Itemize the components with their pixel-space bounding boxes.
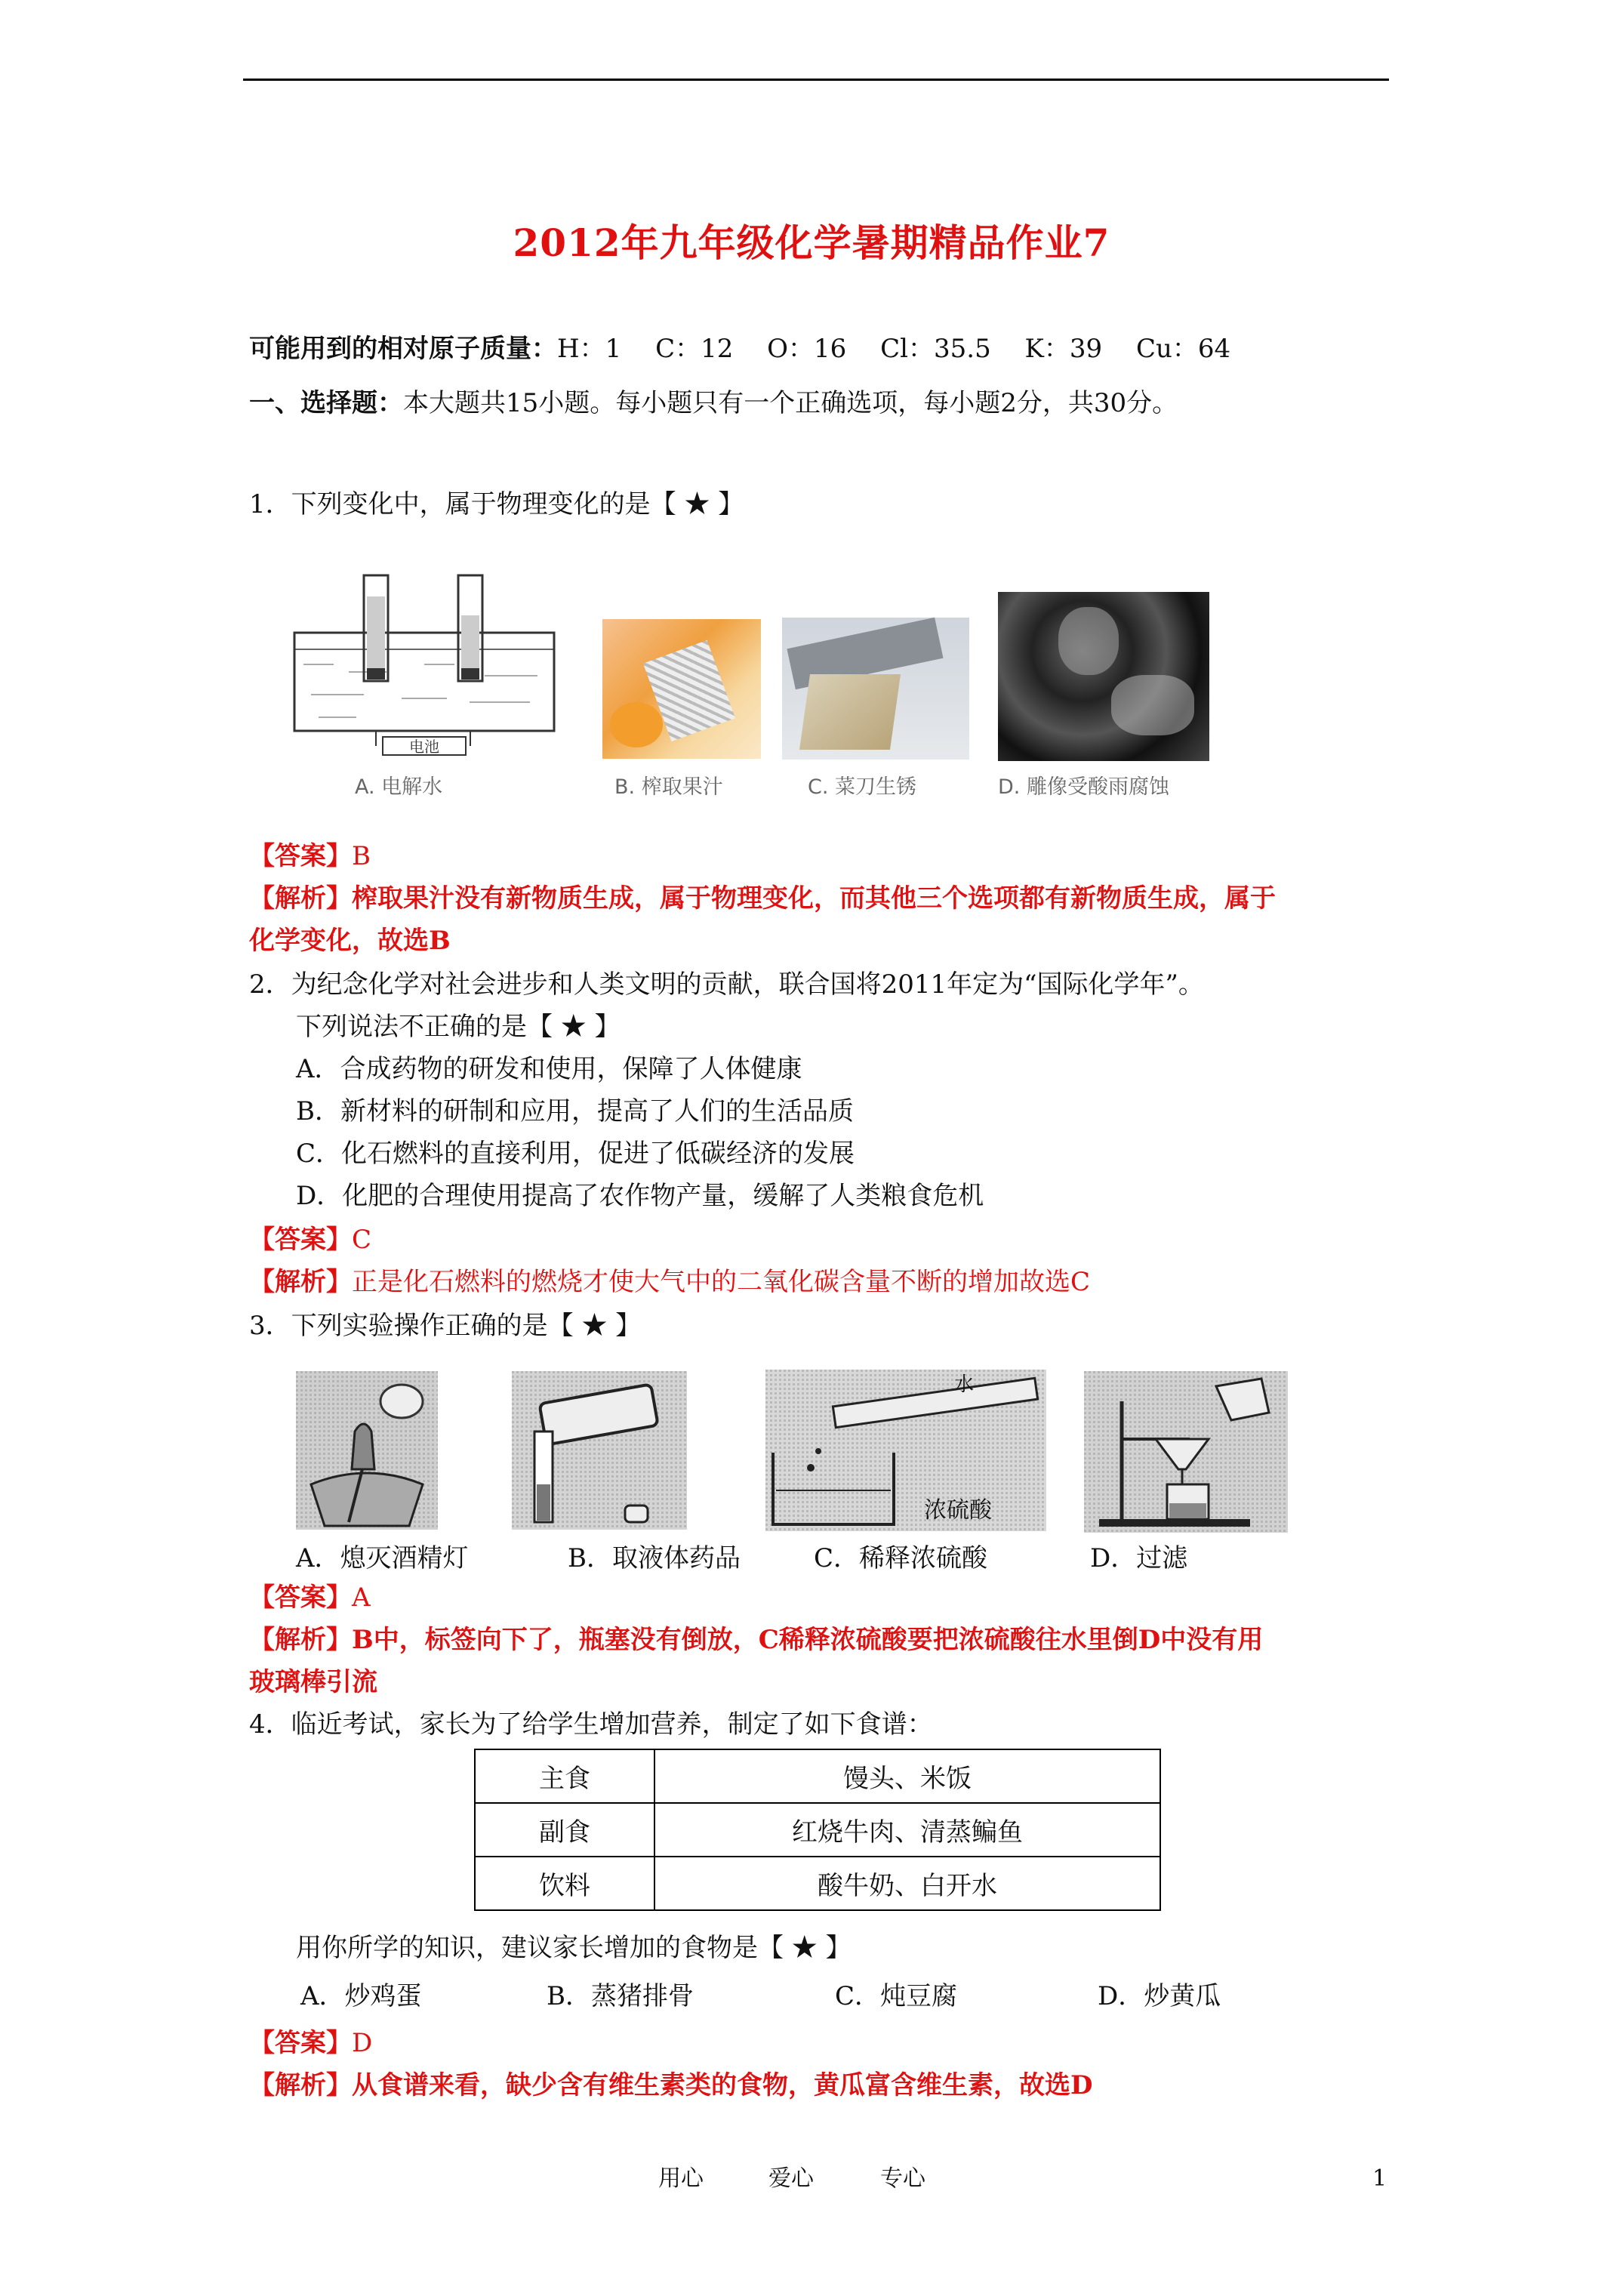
answer-value: B — [352, 841, 371, 871]
answer-label: 【答案】 — [249, 841, 352, 871]
q4-analysis — [249, 2069, 1092, 2102]
q3-figure-lamp — [296, 1371, 438, 1530]
header-rule — [243, 79, 1389, 81]
q1-analysis — [249, 882, 1276, 915]
footer-right: 专心 — [880, 2165, 925, 2192]
answer-label: 【答案】 — [249, 1583, 352, 1613]
q2-option-b: B．新材料的研制和应用，提高了人们的生活品质 — [296, 1096, 854, 1126]
q3-caption-b: B．取液体药品 — [568, 1543, 741, 1573]
atomic-mass-values: H：1 C：12 O：16 Cl：35.5 K：39 Cu：64 — [557, 334, 1231, 364]
q1-figure-statue — [998, 592, 1209, 761]
table-cell-category: 饮料 — [475, 1857, 654, 1910]
q1-caption-b: B. 榨取果汁 — [614, 775, 723, 799]
q3-figure-filter — [1084, 1371, 1288, 1533]
q3-caption-c: C．稀释浓硫酸 — [814, 1543, 988, 1573]
q4-option-d: D．炒黄瓜 — [1098, 1981, 1221, 2011]
q4-option-c: C．炖豆腐 — [835, 1981, 958, 2011]
table-cell-items: 馒头、米饭 — [654, 1749, 1160, 1803]
q2-analysis — [249, 1265, 1090, 1299]
q1-answer — [249, 840, 371, 873]
q1-figure-knife — [782, 618, 969, 760]
q2-option-d: D．化肥的合理使用提高了农作物产量，缓解了人类粮食危机 — [296, 1181, 984, 1211]
q3-stem: 3．下列实验操作正确的是【 ★ 】 — [249, 1311, 642, 1341]
q1-caption-c: C. 菜刀生锈 — [808, 775, 917, 799]
answer-value: D — [352, 2028, 373, 2058]
q3-analysis-cont: 玻璃棒引流 — [249, 1667, 377, 1697]
table-cell-items: 酸牛奶、白开水 — [654, 1857, 1160, 1910]
analysis-text: B中，标签向下了，瓶塞没有倒放，C稀释浓硫酸要把浓硫酸往水里倒D中没有用 — [352, 1625, 1264, 1655]
q3-caption-d: D．过滤 — [1090, 1543, 1188, 1573]
q2-stem: 2．为纪念化学对社会进步和人类文明的贡献，联合国将2011年定为“国际化学年”。 — [249, 969, 1204, 1000]
analysis-label: 【解析】 — [249, 2070, 352, 2100]
section-text: 本大题共15小题。每小题只有一个正确选项，每小题2分，共30分。 — [403, 388, 1178, 418]
analysis-text: 榨取果汁没有新物质生成，属于物理变化，而其他三个选项都有新物质生成，属于 — [352, 883, 1276, 914]
page-title: 2012年九年级化学暑期精品作业7 — [513, 220, 1110, 265]
q2-stem-cont: 下列说法不正确的是【 ★ 】 — [296, 1012, 621, 1042]
acid-label: 浓硫酸 — [924, 1497, 992, 1524]
table-row — [475, 1749, 1160, 1803]
footer-left: 用心 — [658, 2165, 704, 2192]
table-row — [475, 1857, 1160, 1910]
q3-analysis — [249, 1623, 1263, 1657]
answer-label: 【答案】 — [249, 1225, 352, 1255]
page-number: 1 — [1372, 2165, 1387, 2192]
footer-middle: 爱心 — [768, 2165, 814, 2192]
atomic-mass-label: 可能用到的相对原子质量： — [249, 334, 557, 364]
answer-value: A — [352, 1583, 371, 1613]
battery-label: 电池 — [409, 738, 439, 756]
analysis-text: 从食谱来看，缺少含有维生素类的食物，黄瓜富含维生素，故选D — [352, 2070, 1093, 2100]
table-cell-category: 主食 — [475, 1749, 654, 1803]
q2-option-c: C．化石燃料的直接利用，促进了低碳经济的发展 — [296, 1139, 855, 1169]
q4-stem: 4．临近考试，家长为了给学生增加营养，制定了如下食谱： — [249, 1709, 933, 1740]
q1-analysis-cont: 化学变化，故选B — [249, 926, 451, 956]
table-row — [475, 1803, 1160, 1857]
q3-caption-a: A．熄灭酒精灯 — [296, 1543, 469, 1573]
q2-answer — [249, 1223, 371, 1256]
q1-caption-a: A. 电解水 — [355, 775, 443, 799]
analysis-label: 【解析】 — [249, 883, 352, 914]
answer-label: 【答案】 — [249, 2028, 352, 2058]
q2-option-a: A．合成药物的研发和使用，保障了人体健康 — [296, 1054, 802, 1084]
table-cell-items: 红烧牛肉、清蒸鳊鱼 — [654, 1803, 1160, 1857]
analysis-label: 【解析】 — [249, 1267, 352, 1297]
q3-figure-dilute — [765, 1370, 1046, 1531]
table-cell-category: 副食 — [475, 1803, 654, 1857]
q4-answer — [249, 2026, 372, 2060]
analysis-text: 正是化石燃料的燃烧才使大气中的二氧化碳含量不断的增加故选C — [352, 1267, 1091, 1297]
section-label: 一、选择题： — [249, 388, 403, 418]
atomic-mass-line — [249, 332, 1230, 365]
q1-caption-d: D. 雕像受酸雨腐蚀 — [998, 775, 1169, 799]
answer-value: C — [352, 1225, 372, 1255]
analysis-label: 【解析】 — [249, 1625, 352, 1655]
q1-stem: 1．下列变化中，属于物理变化的是【 ★ 】 — [249, 489, 744, 519]
q1-figure-electrolysis — [288, 574, 560, 763]
q4-option-a: A．炒鸡蛋 — [300, 1981, 422, 2011]
q3-figure-pour — [512, 1371, 687, 1530]
menu-table — [474, 1749, 1161, 1911]
q4-question: 用你所学的知识，建议家长增加的食物是【 ★ 】 — [296, 1933, 852, 1963]
q4-option-b: B．蒸猪排骨 — [547, 1981, 694, 2011]
section-heading — [249, 387, 1178, 420]
q1-figure-juice — [602, 619, 761, 759]
water-label: 水 — [954, 1373, 975, 1396]
q3-answer — [249, 1581, 371, 1614]
